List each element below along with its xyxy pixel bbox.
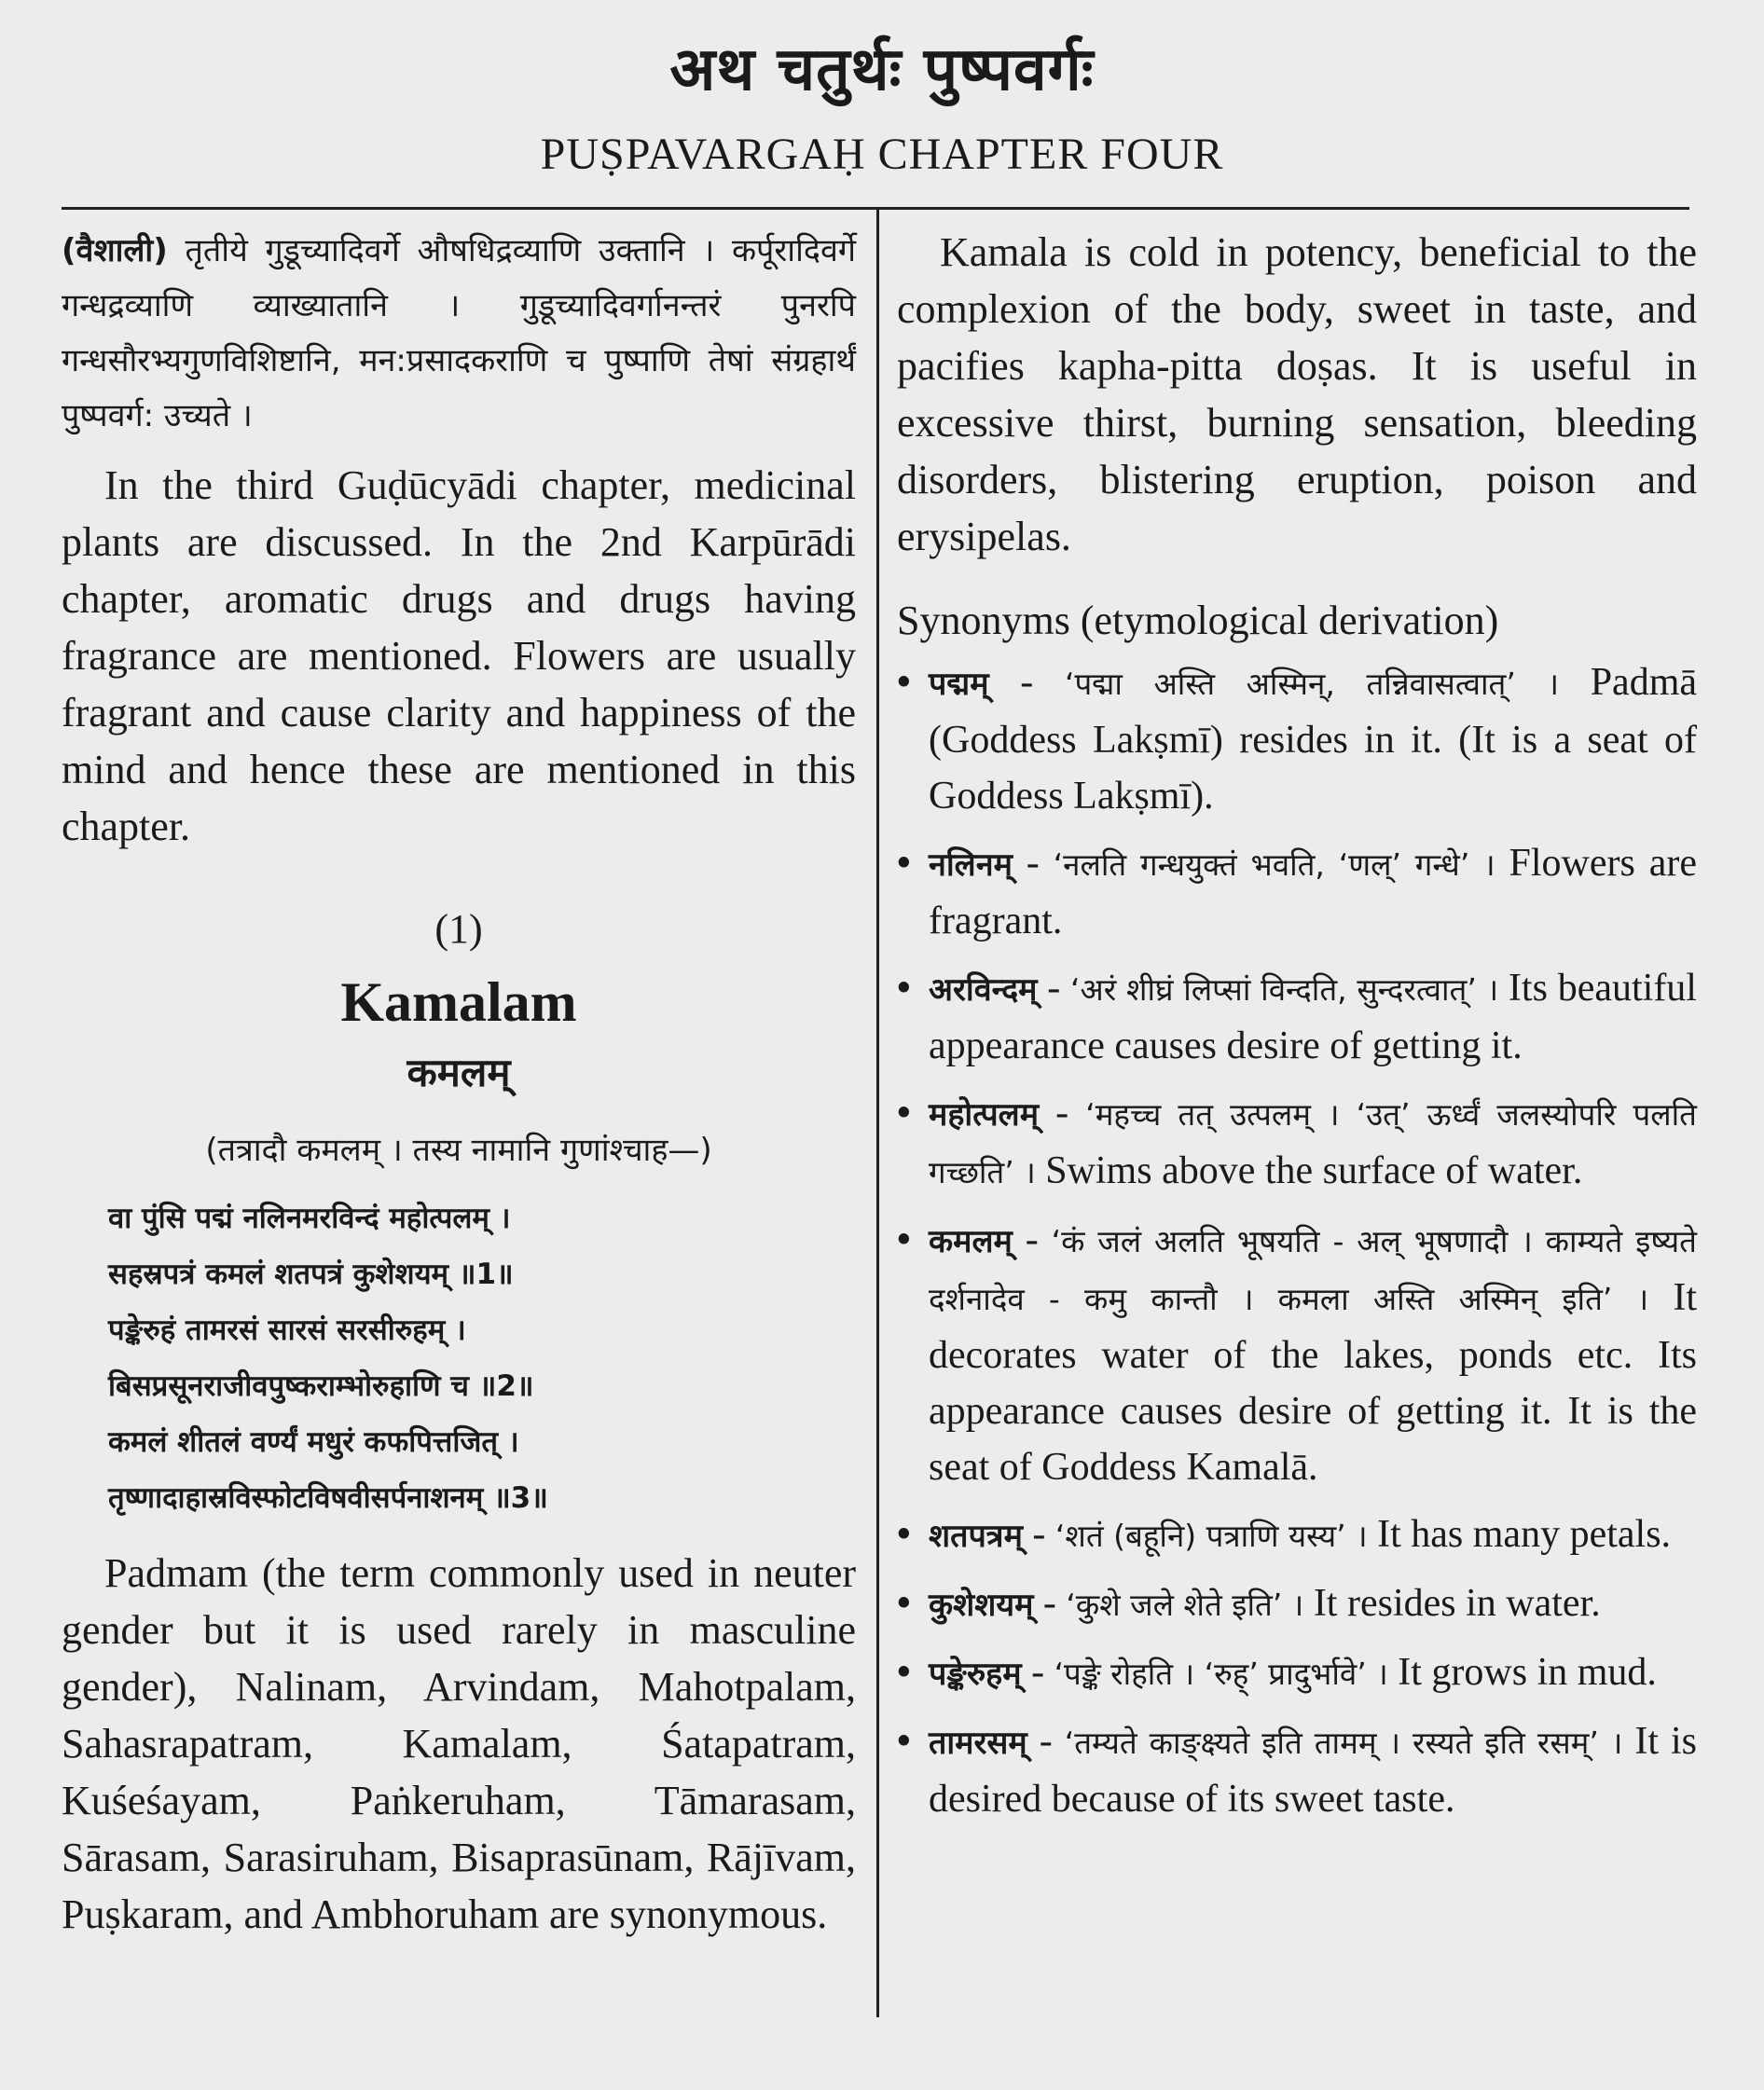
- synonym-term: कमलम्: [929, 1223, 1013, 1260]
- right-column: [897, 224, 1697, 1838]
- hindi-intro-paragraph: [62, 224, 856, 444]
- synonym-term: पङ्केरुहम्: [929, 1656, 1022, 1693]
- synonym-derivation: ‘नलति गन्धयुक्तं भवति, ‘णल्’ गन्धे’ ।: [1053, 846, 1495, 883]
- synonym-derivation: ‘पङ्के रोहति । ‘रुह्’ प्रादुर्भावे’ ।: [1054, 1656, 1388, 1692]
- synonym-term: कुशेशयम्: [929, 1587, 1034, 1624]
- verse-line: वा पुंसि पद्मं नलिनमरविन्दं महोत्पलम् ।: [108, 1202, 511, 1235]
- entry-name-hindi: कमलम्: [407, 1050, 511, 1095]
- synonym-meaning: Its beautiful appearance causes desire of getting it.: [929, 967, 1697, 1067]
- bullet-icon: •: [897, 1720, 911, 1763]
- hindi-intro-label: (वैशाली): [62, 232, 168, 269]
- entry-name-english: Kamalam: [340, 971, 577, 1033]
- header-divider: [62, 207, 1689, 210]
- synonym-derivation: ‘कं जलं अलति भूषयति - अल् भूषणादौ । काम्यते इष्यते दर्शनादेव - कमु कान्तौ । कमला अस्ति अस्मिन् इति’ ।: [929, 1223, 1697, 1317]
- synonym-derivation: ‘महच्च तत् उत्पलम् । ‘उत्’ ऊर्ध्वं जलस्योपरि पलति गच्छति’ ।: [929, 1096, 1697, 1190]
- synonym-item: • कुशेशयम् - ‘कुशे जले शेते इति’ । It resides in water.: [897, 1575, 1697, 1633]
- bullet-icon: •: [897, 1513, 911, 1556]
- synonym-meaning: Padmā (Goddess Lakṣmī) resides in it. (It is a seat of Goddess Lakṣmī).: [929, 661, 1697, 818]
- synonyms-paragraph: Padmam (the term commonly used in neuter gender but it is used rarely in masculine gender), Nalinam, Arvindam, Mahotpalam, Sahasrapatram, Kamalam, Śatapatram, Kuśeśayam, Paṅkeruham, Tāmarasam, Sārasam, Sarasiruham, Bisaprasūnam, Rājīvam, Puṣkaram, and Ambhoruham are synonymous.: [62, 1550, 856, 1937]
- verse-intro: (तत्रादौ कमलम् । तस्य नामानि गुणांश्चाह—): [205, 1132, 712, 1169]
- synonym-meaning: It has many petals.: [1377, 1513, 1672, 1556]
- synonym-term: महोत्पलम्: [929, 1096, 1040, 1134]
- hindi-intro-text: तृतीये गुडूच्यादिवर्गे औषधिद्रव्याणि उक्तानि । कर्पूरादिवर्गे गन्धद्रव्याणि व्याख्यातानि । गुडूच्यादिवर्गानन्तरं पुनरपि गन्धसौरभ्यगुणविशिष्टानि, मन:प्रसादकराणि च पुष्पाणि तेषां संग्रहार्थं पुष्पवर्ग: उच्यते ।: [62, 232, 856, 434]
- synonym-meaning: It decorates water of the lakes, ponds etc. Its appearance causes desire of getting it. It is the seat of Goddess Kamalā.: [929, 1276, 1698, 1489]
- verse-line: बिसप्रसूनराजीवपुष्कराम्भोरुहाणि च ॥2॥: [108, 1369, 534, 1403]
- synonym-derivation: ‘पद्मा अस्ति अस्मिन्, तन्निवासत्वात्’ ।: [1064, 666, 1559, 702]
- synonym-item: • शतपत्रम् - ‘शतं (बहूनि) पत्राणि यस्य’ । It has many petals.: [897, 1506, 1697, 1564]
- bullet-icon: •: [897, 1092, 911, 1134]
- synonym-term: पद्मम्: [929, 666, 989, 703]
- bullet-icon: •: [897, 1218, 911, 1261]
- synonym-meaning: It grows in mud.: [1398, 1651, 1657, 1694]
- bullet-icon: •: [897, 842, 911, 885]
- synonym-item: • अरविन्दम् - ‘अरं शीघ्रं लिप्सां विन्दति, सुन्दरत्वात्’ । Its beautiful appearance causes desire of getting it.: [897, 960, 1697, 1074]
- page-title-english: PUṢPAVARGAḤ CHAPTER FOUR: [540, 130, 1224, 179]
- entry-number: (1): [434, 906, 483, 952]
- verse-line: पङ्केरुहं तामरसं सारसं सरसीरुहम् ।: [108, 1313, 466, 1347]
- synonym-derivation: ‘अरं शीघ्रं लिप्सां विन्दति, सुन्दरत्वात्’ ।: [1070, 971, 1499, 1008]
- synonym-derivation: ‘कुशे जले शेते इति’ ।: [1066, 1587, 1304, 1623]
- bullet-icon: •: [897, 1651, 911, 1694]
- synonym-term: तामरसम्: [929, 1725, 1027, 1762]
- synonym-meaning: It resides in water.: [1313, 1582, 1601, 1625]
- synonym-meaning: It is desired because of its sweet taste.: [929, 1720, 1698, 1821]
- verse-line: तृष्णादाहास्रविस्फोटविषवीसर्पनाशनम् ॥3॥: [108, 1481, 548, 1515]
- synonym-term: नलिनम्: [929, 846, 1013, 884]
- verse-line: सहस्रपत्रं कमलं शतपत्रं कुशेशयम् ॥1॥: [108, 1258, 514, 1291]
- synonym-term: अरविन्दम्: [929, 971, 1038, 1009]
- synonym-item: • महोत्पलम् - ‘महच्च तत् उत्पलम् । ‘उत्’ ऊर्ध्वं जलस्योपरि पलति गच्छति’ । Swims above the surface of water.: [897, 1085, 1697, 1201]
- synonym-derivation: ‘शतं (बहूनि) पत्राणि यस्य’ ।: [1054, 1518, 1368, 1554]
- verse-line: कमलं शीतलं वर्ण्यं मधुरं कफपित्तजित् ।: [108, 1425, 519, 1459]
- synonym-derivation: ‘तम्यते काङ्क्ष्यते इति तामम् । रस्यते इति रसम्’ ।: [1064, 1725, 1623, 1761]
- column-divider: [876, 209, 879, 2017]
- properties-paragraph: Kamala is cold in potency, beneficial to the complexion of the body, sweet in taste, and pacifies kapha-pitta doṣas. It is useful in excessive thirst, burning sensation, bleeding disorders, blistering eruption, poison and erysipelas.: [897, 229, 1697, 559]
- synonym-term: शतपत्रम्: [929, 1518, 1023, 1555]
- synonym-item: • तामरसम् - ‘तम्यते काङ्क्ष्यते इति तामम् । रस्यते इति रसम्’ । It is desired because of its sweet taste.: [897, 1713, 1697, 1827]
- synonym-item: • पङ्केरुहम् - ‘पङ्के रोहति । ‘रुह्’ प्रादुर्भावे’ । It grows in mud.: [897, 1644, 1697, 1702]
- bullet-icon: •: [897, 967, 911, 1010]
- synonym-item: • कमलम् - ‘कं जलं अलति भूषयति - अल् भूषणादौ । काम्यते इष्यते दर्शनादेव - कमु कान्तौ । कमला अस्ति अस्मिन् इति’ । It decorates water of the lakes, ponds etc. Its appearance causes desire of getting it. It is the seat of Goddess Kamalā.: [897, 1212, 1697, 1495]
- sanskrit-verses: [62, 1190, 856, 1526]
- page-title-hindi: अथ चतुर्थः पुष्पवर्गः: [669, 35, 1095, 104]
- bullet-icon: •: [897, 1582, 911, 1625]
- left-column: [62, 224, 856, 1971]
- synonym-meaning: Swims above the surface of water.: [1045, 1149, 1583, 1192]
- bullet-icon: •: [897, 661, 911, 704]
- synonym-item: • नलिनम् - ‘नलति गन्धयुक्तं भवति, ‘णल्’ गन्धे’ । Flowers are fragrant.: [897, 835, 1697, 949]
- synonym-meaning: Flowers are fragrant.: [929, 842, 1697, 942]
- synonym-item: • पद्मम् - ‘पद्मा अस्ति अस्मिन्, तन्निवासत्वात्’ । Padmā (Goddess Lakṣmī) resides in it. (It is a seat of Goddess Lakṣmī).: [897, 654, 1697, 824]
- synonyms-heading: Synonyms (etymological derivation): [897, 598, 1499, 643]
- english-intro-paragraph: In the third Guḍūcyādi chapter, medicinal plants are discussed. In the 2nd Karpūrādi chapter, aromatic drugs and drugs having fragrance are mentioned. Flowers are usually fragrant and cause clarity and happiness of the mind and hence these are mentioned in this chapter.: [62, 462, 856, 849]
